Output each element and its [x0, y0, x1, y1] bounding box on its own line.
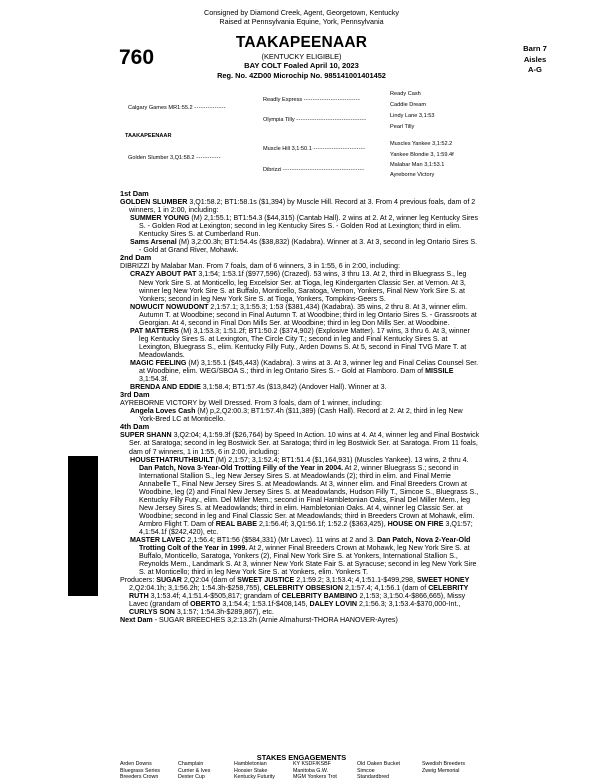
stakes-entry: Arden Downs: [120, 761, 152, 767]
section-heading: 1st Dam: [120, 189, 149, 198]
stakes-column: [357, 761, 400, 781]
stakes-entry: Kentucky Futurity: [234, 774, 275, 780]
stakes-entry: Dexter Cup: [178, 774, 205, 780]
pedigree-g8: Ayreborne Victory: [390, 172, 435, 178]
stakes-entry: Swedish Breeders: [422, 761, 465, 767]
pedigree-sire-sire: Readly Express -------------------------: [263, 97, 361, 103]
catalog-body: [120, 190, 480, 625]
catalog-paragraph: HOUSETHATRUTHBUILT (M) 2,1:57; 3,1:52.4; BT1:51.4 ($1,164,931) (Muscles Yankee). 13 wins, 2 thru 4. Dan Patch, Nova 3-Year-Old Trotting Filly of the Year in 2004. At 2, winner Bluegrass S.; second in International Stallion S., leg New Jersey Sires S. at Meadowlands (2); third in elim. and Final Merrie Annabelle T., Final New Jersey Sires S. at Meadowlands. At 3, winner elim. and Final Breeders Crown at Woodbine, leg (2) and Final New Jersey Sires S. at Meadowlands, Hudson Filly T., Simcoe S., Bluegrass S., Kentucky Filly Futy., elim. Del Miller Mem.; second in Final Hambletonian Oaks, Final Del Miller Mem., leg New Jersey Sires S. at Meadowlands; third in elim. Hambletonian Oaks. At 4, winner leg Classic Ser. at Woodbine; second in leg and Final Classic Ser. at Meadowlands; third in Breeders Crown at Mohawk, elim. Armbro Flight T. Dam of REAL BABE 2,1:56.4f; 3,Q1:56.1f; 1:52.2 ($363,425), HOUSE ON FIRE 3,Q1:57; 4,1:54.1f ($242,420), etc.: [130, 455, 479, 536]
eligibility: (KENTUCKY ELIGIBLE): [261, 52, 342, 61]
catalog-paragraph: SUMMER YOUNG (M) 2,1:55.1; BT1:54.3 ($44,315) (Cantab Hall). 2 wins at 2. At 2, winner leg Kentucky Sires S. - Golden Rod at Lexington; second in leg Kentucky Sires S. - Golden Rod at Lexington; third in elim. Kentucky Sires S. at Cumberland Run.: [130, 214, 479, 239]
catalog-paragraph: MAGIC FEELING (M) 3,1:55.1 ($45,443) (Kadabra). 3 wins at 3. At 3, winner leg and Final Celias Counsel Ser. at Woodbine, elim. WEG/SBOA S.; third in leg Ontario Sires S. - Gold at Flamboro. Dam of MISSILE 3,1:54.3f.: [130, 358, 479, 384]
section-heading: 4th Dam: [120, 422, 150, 432]
catalog-paragraph: Sams Arsenal (M) 3,2:00.3h; BT1:54.4s ($38,832) (Kadabra). Winner at 3. At 3, second in leg Ontario Sires S. - Gold at Grand River, Mohawk.: [130, 238, 478, 255]
page-edge-tab: [68, 456, 98, 596]
pedigree-subject: TAAKAPEENAAR: [125, 133, 172, 139]
raised-at: Raised at Pennsylvania Equine, York, Pennsylvania: [219, 17, 384, 26]
stakes-title: STAKES ENGAGEMENTS: [256, 753, 347, 762]
stakes-column: [422, 761, 465, 774]
stakes-entry: KY KSDF/KSBF: [293, 761, 331, 767]
stakes-entry: Bluegrass Series: [120, 767, 161, 774]
stakes-entry: Breeders Crown: [120, 774, 159, 780]
stakes-entry: MGM Yonkers Trot: [293, 774, 337, 780]
catalog-paragraph: SUPER SHANN 3,Q2:04; 4,1:59.3f ($26,764) by Speed In Action. 10 wins at 4. At 4, winner leg and Final Bostwick Ser. at Saratoga; second in leg Bostwick Ser. at Saratoga; third in leg Bostwick Ser. at Saratoga. From 11 foals, dam of 7 winners, 1 in 1:55, 6 in 2:00, including:: [120, 431, 480, 456]
catalog-paragraph: PAT MATTERS (M) 3,1:53.3; 1:51.2f; BT1:50.2 ($374,902) (Explosive Matter). 17 wins, 3 thru 6. At 3, winner leg Kentucky Sires S. at Lexington, The Circle City T.; second in leg and Final Kentucky Sires S. at Lexington, Bluegrass S., elim. Kentucky Filly Futy., Arden Downs S. At 5, second in Final TVG Mare T. at Meadowlands.: [130, 326, 470, 359]
stakes-column: [120, 761, 160, 781]
pedigree-dam: Golden Slumber 3,Q1:58.2 -----------: [128, 155, 221, 161]
stakes-entry: Hambletonian: [234, 761, 267, 767]
pedigree-sire-dam: Olympia Tilly -------------------------------: [263, 117, 367, 123]
catalog-paragraph: Producers: SUGAR 2,Q2:04 (dam of SWEET JUSTICE 2,1:59.2; 3,1:53.4; 4,1:51.1-$499,298, SWEET HONEY 2,Q2:04.1h; 3,1:56.2h; 1:54.3h-$258,755), CELEBRITY OBSESION 2,1:57.4; 4,1:56.1 (dam of CELEBRITY RUTH 3,1:53.4f; 4,1:51.4-$505,817; grandam of CELEBRITY BAMBINO 2,1:53; 3,1:50.4-$866,665), Missy Lavec (grandam of OBERTO 3,1:54.4; 1:53.1f-$408,145, DALEY LOVIN 2,1:56.3; 3,1:53.4-$370,000-Int., CURLYS SON 3,1:57; 1:54.3h-$289,867), etc.: [120, 576, 470, 617]
pedigree-g4: Pearl Tilly: [390, 124, 415, 130]
consigned-by: Consigned by Diamond Creek, Agent, Georgetown, Kentucky: [204, 8, 399, 17]
stakes-entry: Champlain: [178, 761, 204, 767]
catalog-paragraph: Next Dam - SUGAR BREECHES 3,2:13.2h (Arnie Almahurst-THORA HANOVER-Ayres): [120, 616, 398, 625]
pedigree-dam-dam: Dibrizzi ------------------------------------: [263, 167, 365, 173]
consignor-block: [0, 8, 603, 26]
pedigree-g2: Caddie Dream: [390, 102, 427, 108]
pedigree-sire: Calgary Games MR1:55.2 --------------: [128, 105, 226, 111]
catalog-paragraph: DIBRIZZI by Malabar Man. From 7 foals, dam of 6 winners, 3 in 1:55, 6 in 2:00, including:: [120, 262, 400, 271]
stakes-entry: Old Oaken Bucket: [357, 761, 400, 767]
stakes-column: [234, 761, 275, 781]
catalog-paragraph: GOLDEN SLUMBER 3,Q1:58.2; BT1:58.1s ($1,394) by Muscle Hill. Record at 3. From 4 previous foals, dam of 2 winners, 1 in 2:00, including:: [120, 198, 476, 215]
barn-number: Barn 7: [523, 44, 547, 53]
barn-location: [500, 44, 570, 76]
catalog-paragraph: CRAZY ABOUT PAT 3,1:54; 1:53.1f ($977,596) (Crazed). 53 wins, 3 thru 13. At 2, third in Bluegrass S., leg New York Sire S. at Monticello, leg Excelsior Ser. at Tioga, leg Kindergarten Classic Ser. at Vernon. At 3, winner leg New York Sire S. at Buffalo, Monticello, Saratoga, Vernon, Yonkers, Final New York Sire S. at Yonkers; second in leg New York Sire S. at Tioga, Yonkers, Tompkins-Geers S.: [130, 270, 467, 303]
stakes-column: [178, 761, 210, 781]
catalog-paragraph: Angela Loves Cash (M) p,2,Q2:00.3; BT1:57.4h ($11,389) (Cash Hall). Record at 2. At 2, third in leg New York-Bred LC at Monticello.: [130, 407, 463, 424]
aisle-range: A-G: [528, 65, 542, 74]
pedigree-g5: Muscles Yankee 3,1:52.2: [390, 141, 453, 147]
catalog-paragraph: MASTER LAVEC 2,1:56.4; BT1:56 ($584,331) (Mr Lavec). 11 wins at 2 and 3. Dan Patch, Nova 2-Year-Old Trotting Colt of the Year in 1999. At 2, winner Final Breeders Crown at Mohawk, leg New York Sire S. at Buffalo, Monticello, Saratoga, Yonkers (2), Final New York Sire S. at Yonkers, International Stallion S., Reynolds Mem., Landmark S. At 3, winner New York State Fair S. at Syracuse; second in leg New York Sire S. at Monticello; third in leg New York Sire S. at Yonkers, elim. Yonkers T.: [130, 536, 477, 577]
pedigree-g7: Malabar Man 3,1:53.1: [390, 162, 445, 168]
section-heading: 3rd Dam: [120, 390, 150, 400]
stakes-entry: Standardbred: [357, 774, 390, 780]
pedigree-dam-sire: Muscle Hill 3,1:50.1 -----------------------: [263, 146, 366, 152]
stakes-entry: Currier & Ives: [178, 767, 211, 774]
stakes-entry: Simcoe: [357, 767, 375, 774]
stakes-entry: Zweig Memorial: [422, 767, 460, 774]
section-heading: 2nd Dam: [120, 253, 152, 263]
pedigree-g6: Yankee Blondie 3, 1:59.4f: [390, 152, 454, 158]
pedigree-g3: Lindy Lane 3,1:53: [390, 113, 435, 119]
registration-line: Reg. No. 4ZD00 Microchip No. 985141001401452: [217, 71, 386, 80]
catalog-paragraph: AYREBORNE VICTORY by Well Dressed. From 3 foals, dam of 1 winner, including:: [120, 399, 382, 408]
hip-number: 760: [119, 46, 155, 69]
stakes-entry: Manitoba G.W.: [293, 767, 329, 774]
aisles-label: Aisles: [523, 54, 547, 64]
stakes-column: [293, 761, 337, 781]
catalog-paragraph: NOWUCIT NOWUDONT 2,1:57.1; 3,1:55.3; 1:53 ($381,434) (Kadabra). 35 wins, 2 thru 8. At 3, winner elim. Autumn T. at Woodbine; second in Final Autumn T. at Woodbine; third in leg Ontario Sires S. - Grassroots at Georgian. At 4, second in Final Don Mills Ser. at Woodbine; third in leg Don Mills Ser. at Woodbine.: [130, 302, 477, 327]
horse-name: TAAKAPEENAAR: [235, 34, 368, 51]
pedigree-g1: Ready Cash: [390, 91, 421, 97]
stakes-entry: Hoosier Stake: [234, 767, 268, 774]
foaled-line: BAY COLT Foaled April 10, 2023: [244, 61, 359, 70]
catalog-paragraph: BRENDA AND EDDIE 3,1:58.4; BT1:57.4s ($13,842) (Andover Hall). Winner at 3.: [130, 383, 387, 392]
